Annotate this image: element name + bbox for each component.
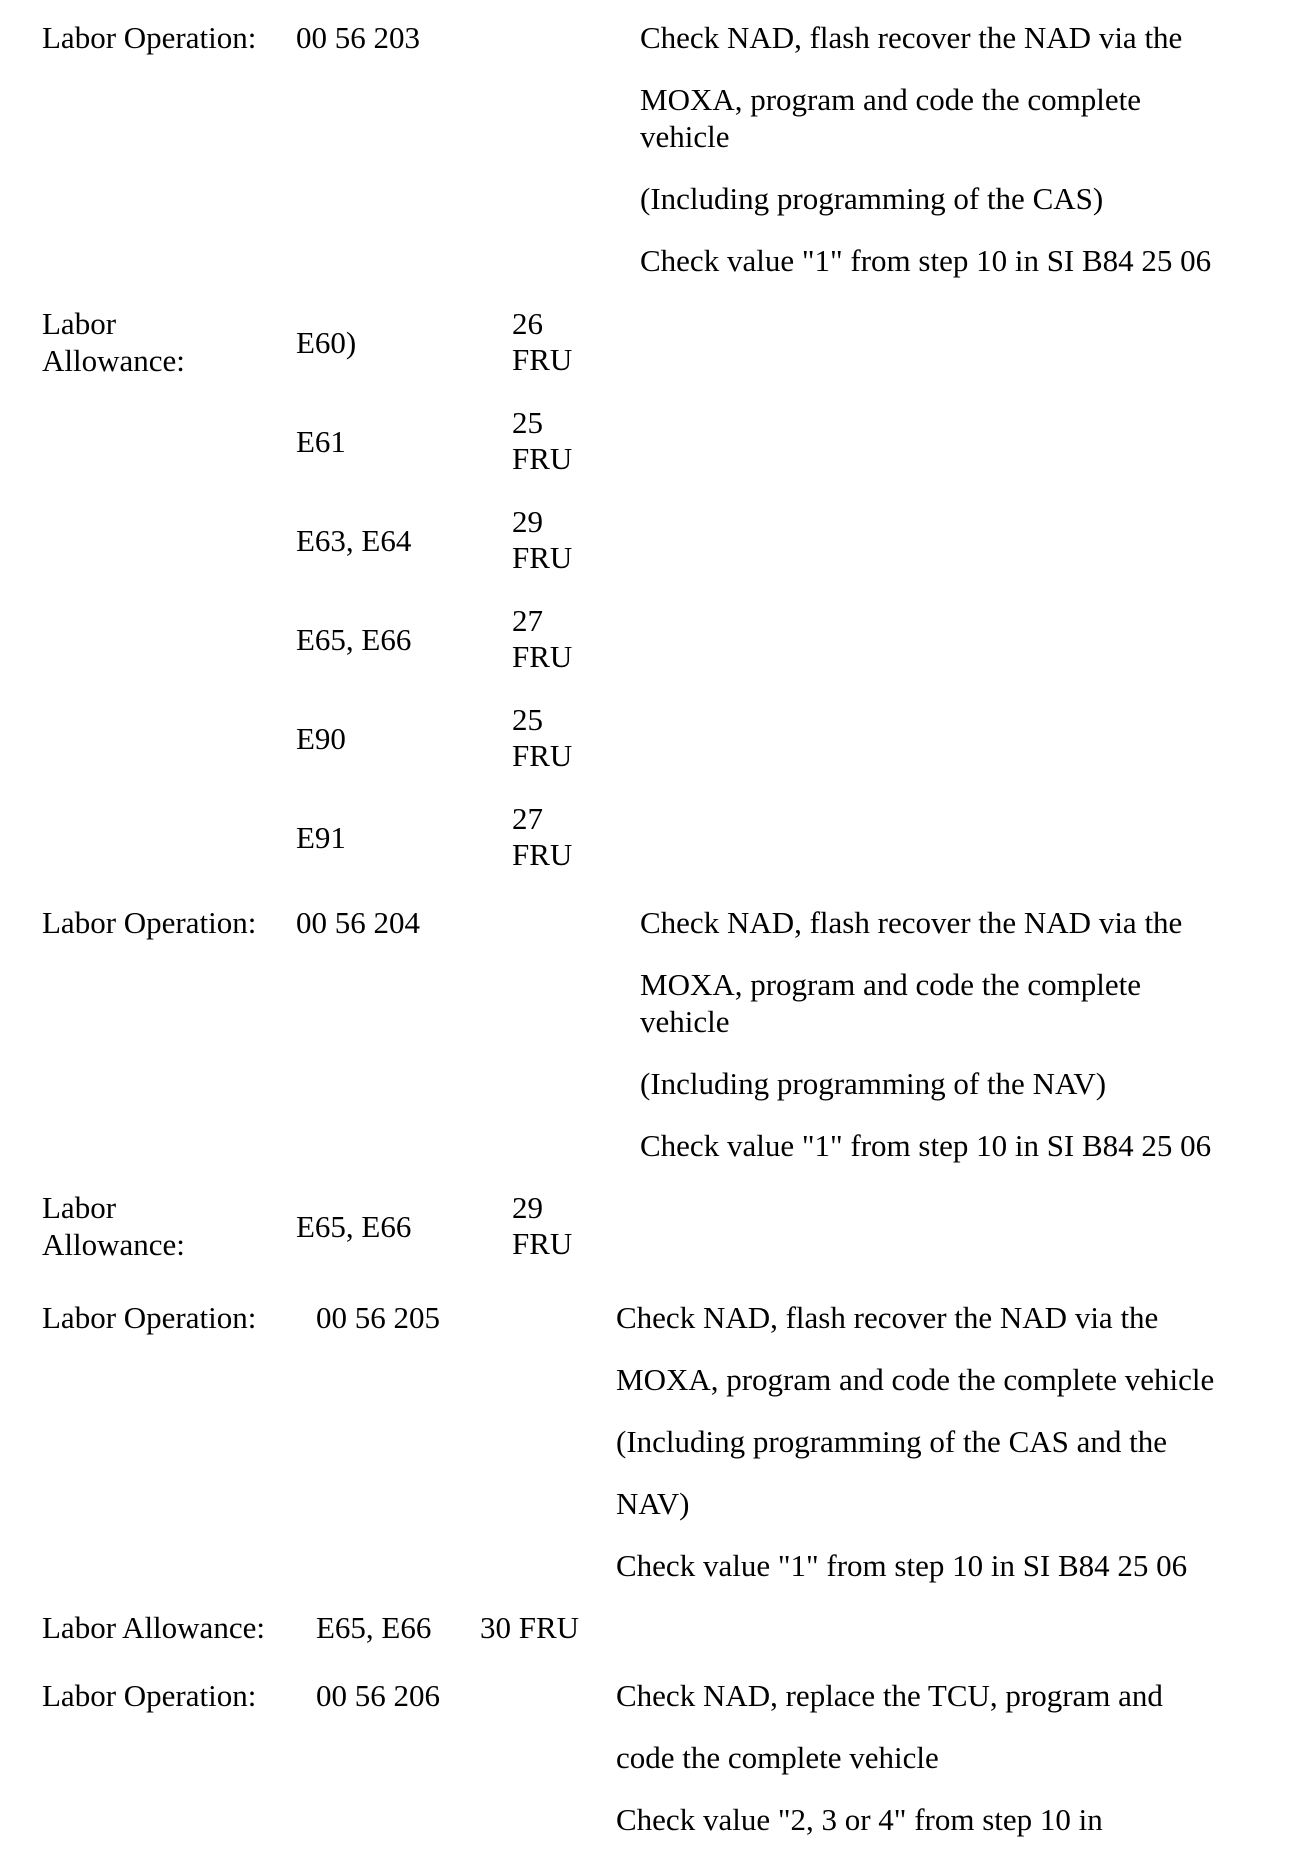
labor-operation-label: Labor Operation:	[42, 1300, 257, 1335]
description-line: Check value "1" from step 10 in SI B84 25 06	[616, 1548, 1188, 1583]
labor-operation-code: 00 56 205	[316, 1300, 440, 1335]
allowance-unit: FRU	[512, 1226, 573, 1261]
description-line: MOXA, program and code the complete	[640, 82, 1142, 117]
labor-allowance-label-line1: Labor	[42, 306, 117, 341]
allowance-value: 30 FRU	[480, 1610, 580, 1645]
labor-allowance-label-line1: Labor	[42, 1190, 117, 1225]
description-line: MOXA, program and code the complete vehicle	[616, 1362, 1215, 1397]
allowance-number: 27	[512, 603, 543, 638]
description-line: MOXA, program and code the complete	[640, 967, 1142, 1002]
description-line: Check NAD, replace the TCU, program and	[616, 1678, 1163, 1713]
labor-operation-label: Labor Operation:	[42, 905, 257, 940]
allowance-unit: FRU	[512, 441, 573, 476]
labor-allowance-label-line2: Allowance:	[42, 343, 185, 378]
allowance-number: 26	[512, 306, 543, 341]
allowance-value	[512, 603, 572, 675]
labor-operation-label: Labor Operation:	[42, 20, 257, 55]
allowance-value	[512, 306, 572, 378]
allowance-number: 25	[512, 702, 543, 737]
allowance-model: E65, E66	[296, 622, 412, 657]
description-line: Check NAD, flash recover the NAD via the	[640, 905, 1183, 940]
labor-allowance-label-line2: Allowance:	[42, 1227, 185, 1262]
description-line: Check value "1" from step 10 in SI B84 25 06	[640, 243, 1212, 278]
labor-operation-code: 00 56 206	[316, 1678, 440, 1713]
allowance-value	[512, 405, 572, 477]
allowance-number: 25	[512, 405, 543, 440]
allowance-model: E90	[296, 721, 346, 756]
description-line: (Including programming of the NAV)	[640, 1066, 1107, 1101]
allowance-model: E65, E66	[316, 1610, 432, 1645]
labor-operation-code: 00 56 204	[296, 905, 420, 940]
description-line: code the complete vehicle	[616, 1740, 939, 1775]
allowance-unit: FRU	[512, 639, 573, 674]
allowance-value	[512, 702, 572, 774]
description-line: (Including programming of the CAS and the	[616, 1424, 1168, 1459]
allowance-unit: FRU	[512, 738, 573, 773]
description-line: Check NAD, flash recover the NAD via the	[616, 1300, 1159, 1335]
description-line: Check value "2, 3 or 4" from step 10 in	[616, 1802, 1103, 1837]
allowance-number: 29	[512, 504, 543, 539]
allowance-model: E65, E66	[296, 1209, 412, 1244]
allowance-value	[512, 504, 572, 576]
description-line: Check NAD, flash recover the NAD via the	[640, 20, 1183, 55]
allowance-model: E63, E64	[296, 523, 412, 558]
description-line: Check value "1" from step 10 in SI B84 25 06	[640, 1128, 1212, 1163]
allowance-model: E91	[296, 820, 346, 855]
allowance-number: 27	[512, 801, 543, 836]
allowance-value	[512, 1190, 572, 1262]
allowance-model: E61	[296, 424, 346, 459]
allowance-unit: FRU	[512, 540, 573, 575]
allowance-value	[512, 801, 572, 873]
description-line: vehicle	[640, 119, 730, 154]
allowance-number: 29	[512, 1190, 543, 1225]
description-line: (Including programming of the CAS)	[640, 181, 1104, 216]
allowance-unit: FRU	[512, 342, 573, 377]
description-line: NAV)	[616, 1486, 690, 1521]
labor-operation-label: Labor Operation:	[42, 1678, 257, 1713]
description-line: vehicle	[640, 1004, 730, 1039]
allowance-model: E60)	[296, 325, 357, 360]
allowance-unit: FRU	[512, 837, 573, 872]
labor-allowance-label: Labor Allowance:	[42, 1610, 265, 1645]
labor-operation-code: 00 56 203	[296, 20, 420, 55]
